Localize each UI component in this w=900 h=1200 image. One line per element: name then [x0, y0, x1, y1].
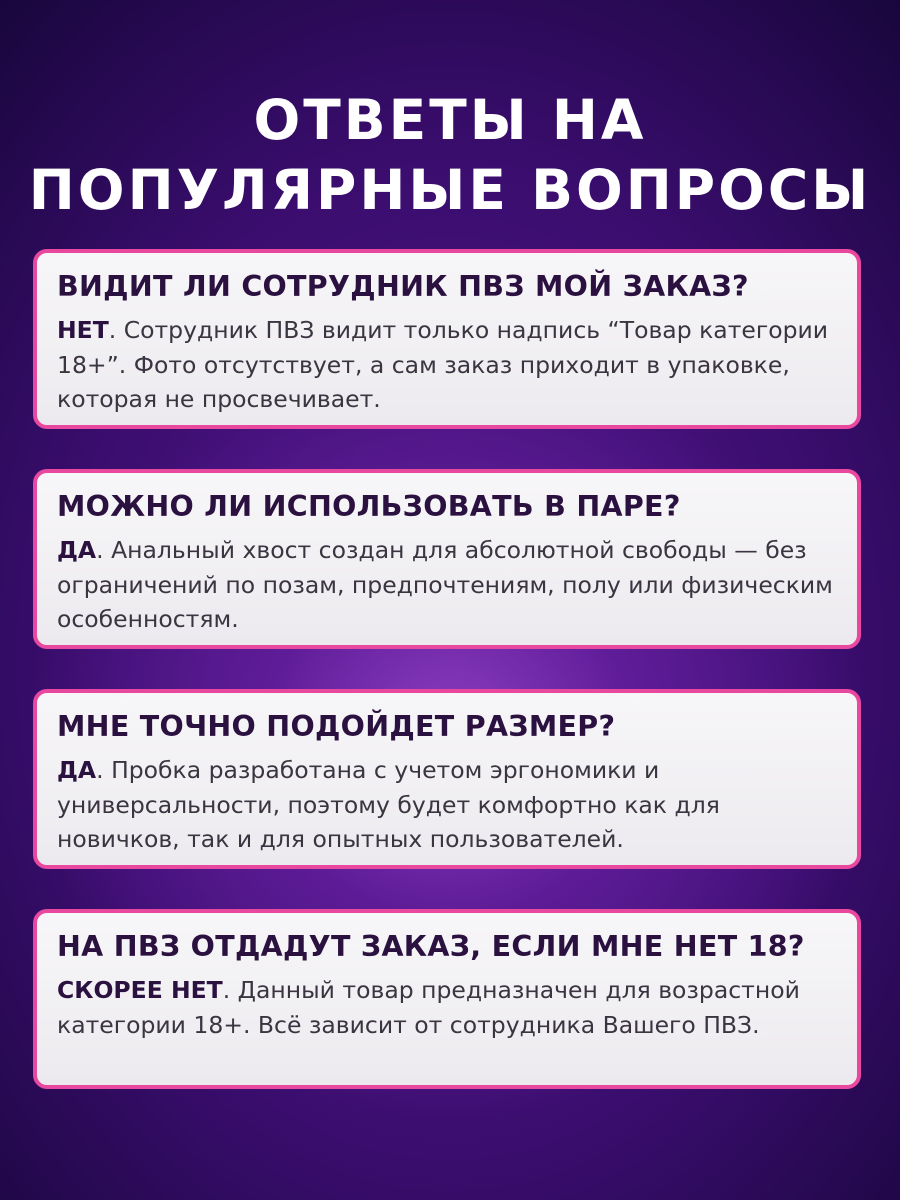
page-title-line-2: ПОПУЛЯРНЫЕ ВОПРОСЫ — [28, 157, 872, 222]
faq-answer — [57, 753, 837, 857]
faq-answer-lead: СКОРЕЕ НЕТ — [57, 976, 223, 1004]
faq-answer-text: . Анальный хвост создан для абсолютной свободы — без ограничений по позам, предпочтениям, полу или физическим особенностям. — [57, 536, 833, 633]
faq-answer — [57, 313, 837, 417]
page-title-line-1: ОТВЕТЫ НА — [253, 87, 647, 152]
faq-answer-lead: ДА — [57, 536, 97, 564]
faq-answer-text: . Пробка разработана с учетом эргономики и универсальности, поэтому будет комфортно как для новичков, так и для опытных пользователей. — [57, 756, 720, 853]
faq-answer — [57, 973, 837, 1042]
faq-question: ВИДИТ ЛИ СОТРУДНИК ПВЗ МОЙ ЗАКАЗ? — [57, 270, 749, 303]
faq-answer-text: . Данный товар предназначен для возрастной категории 18+. Всё зависит от сотрудника Вашего ПВЗ. — [57, 976, 800, 1039]
faq-card-size — [33, 689, 861, 869]
faq-answer-text: . Сотрудник ПВЗ видит только надпись “Товар категории 18+”. Фото отсутствует, а сам заказ приходит в упаковке, которая не просвечивает. — [57, 316, 829, 413]
faq-question: МОЖНО ЛИ ИСПОЛЬЗОВАТЬ В ПАРЕ? — [57, 490, 681, 523]
page-title — [0, 85, 900, 225]
faq-card-pvz-visibility — [33, 249, 861, 429]
faq-question: МНЕ ТОЧНО ПОДОЙДЕТ РАЗМЕР? — [57, 710, 616, 743]
faq-question: НА ПВЗ ОТДАДУТ ЗАКАЗ, ЕСЛИ МНЕ НЕТ 18? — [57, 930, 805, 963]
faq-card-age-restriction — [33, 909, 861, 1089]
faq-answer — [57, 533, 837, 637]
faq-answer-lead: ДА — [57, 756, 97, 784]
faq-card-couple-use — [33, 469, 861, 649]
faq-answer-lead: НЕТ — [57, 316, 109, 344]
